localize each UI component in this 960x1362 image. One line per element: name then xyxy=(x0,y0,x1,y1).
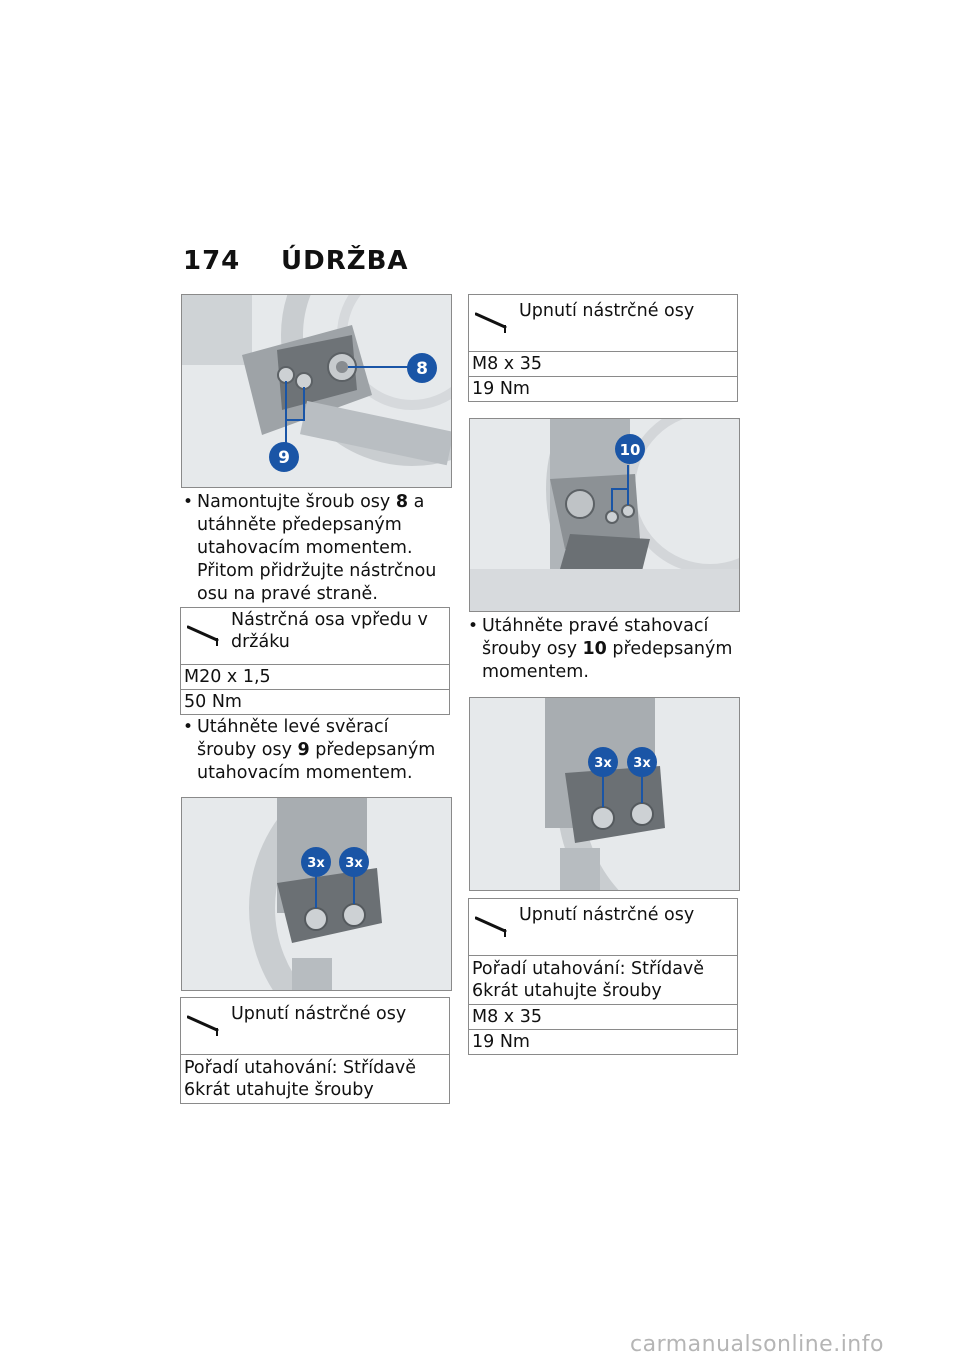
photo-right-clamp-sequence xyxy=(469,697,740,891)
callout-9-icon xyxy=(268,441,300,473)
table-row: M8 x 35 xyxy=(469,1004,737,1029)
photo-right-clamp-bolts xyxy=(469,418,740,612)
watermark: carmanualsonline.info xyxy=(630,1332,884,1357)
photo-axle-bolt xyxy=(181,294,452,488)
table-title: Upnutí nástrčné osy xyxy=(519,301,695,321)
instruction-mount-axle-bolt: • Namontujte šroub osy 8 a utáhněte předepsaným utahovacím momentem. Přitom přidržujte nástrčnou osu na pravé straně. xyxy=(183,492,437,604)
table-title: Upnutí nástrčné osy xyxy=(231,1004,407,1024)
spec-table-clamp-right-sequence xyxy=(468,898,738,1055)
table-title: Nástrčná osa vpředu v držáku xyxy=(231,610,428,652)
section-title: ÚDRŽBA xyxy=(281,246,409,276)
table-title: Upnutí nástrčné osy xyxy=(519,905,695,925)
svg-text:3x: 3x xyxy=(633,756,651,771)
page-number: 174 xyxy=(183,246,241,276)
table-row: M20 x 1,5 xyxy=(181,664,449,689)
callout-3x-icon xyxy=(626,746,658,778)
callout-10-icon xyxy=(614,433,646,465)
svg-text:3x: 3x xyxy=(594,756,612,771)
callout-8-icon xyxy=(406,352,438,384)
svg-text:3x: 3x xyxy=(307,856,325,871)
svg-text:10: 10 xyxy=(619,441,641,459)
instruction-tighten-right-bolts: • Utáhněte pravé stahovací šrouby osy 10 předepsaným momentem. xyxy=(468,616,733,682)
spec-table-clamp-right xyxy=(468,294,738,402)
torque-wrench-icon xyxy=(475,311,509,333)
callout-3x-icon xyxy=(587,746,619,778)
torque-wrench-icon xyxy=(187,624,221,646)
torque-wrench-icon xyxy=(187,1014,221,1036)
callout-3x-icon xyxy=(338,846,370,878)
instruction-tighten-left-bolts: • Utáhněte levé svěrací šrouby osy 9 předepsaným utahovacím momentem. xyxy=(183,717,436,783)
svg-text:3x: 3x xyxy=(345,856,363,871)
table-row: Pořadí utahování: Střídavě 6krát utahujte šrouby xyxy=(469,955,737,1004)
table-row: 19 Nm xyxy=(469,1029,737,1054)
table-row: Pořadí utahování: Střídavě 6krát utahujte šrouby xyxy=(181,1054,449,1103)
svg-text:9: 9 xyxy=(278,448,290,468)
table-row: 19 Nm xyxy=(469,376,737,401)
torque-wrench-icon xyxy=(475,915,509,937)
bullet-icon: • xyxy=(468,616,479,636)
bullet-icon: • xyxy=(183,717,194,737)
table-row: 50 Nm xyxy=(181,689,449,714)
callout-3x-icon xyxy=(300,846,332,878)
svg-text:8: 8 xyxy=(416,359,428,379)
spec-table-clamp-left xyxy=(180,997,450,1104)
spec-table-front-axle xyxy=(180,607,450,715)
table-row: M8 x 35 xyxy=(469,351,737,376)
bullet-icon: • xyxy=(183,492,194,512)
photo-left-clamp-bolts xyxy=(181,797,452,991)
